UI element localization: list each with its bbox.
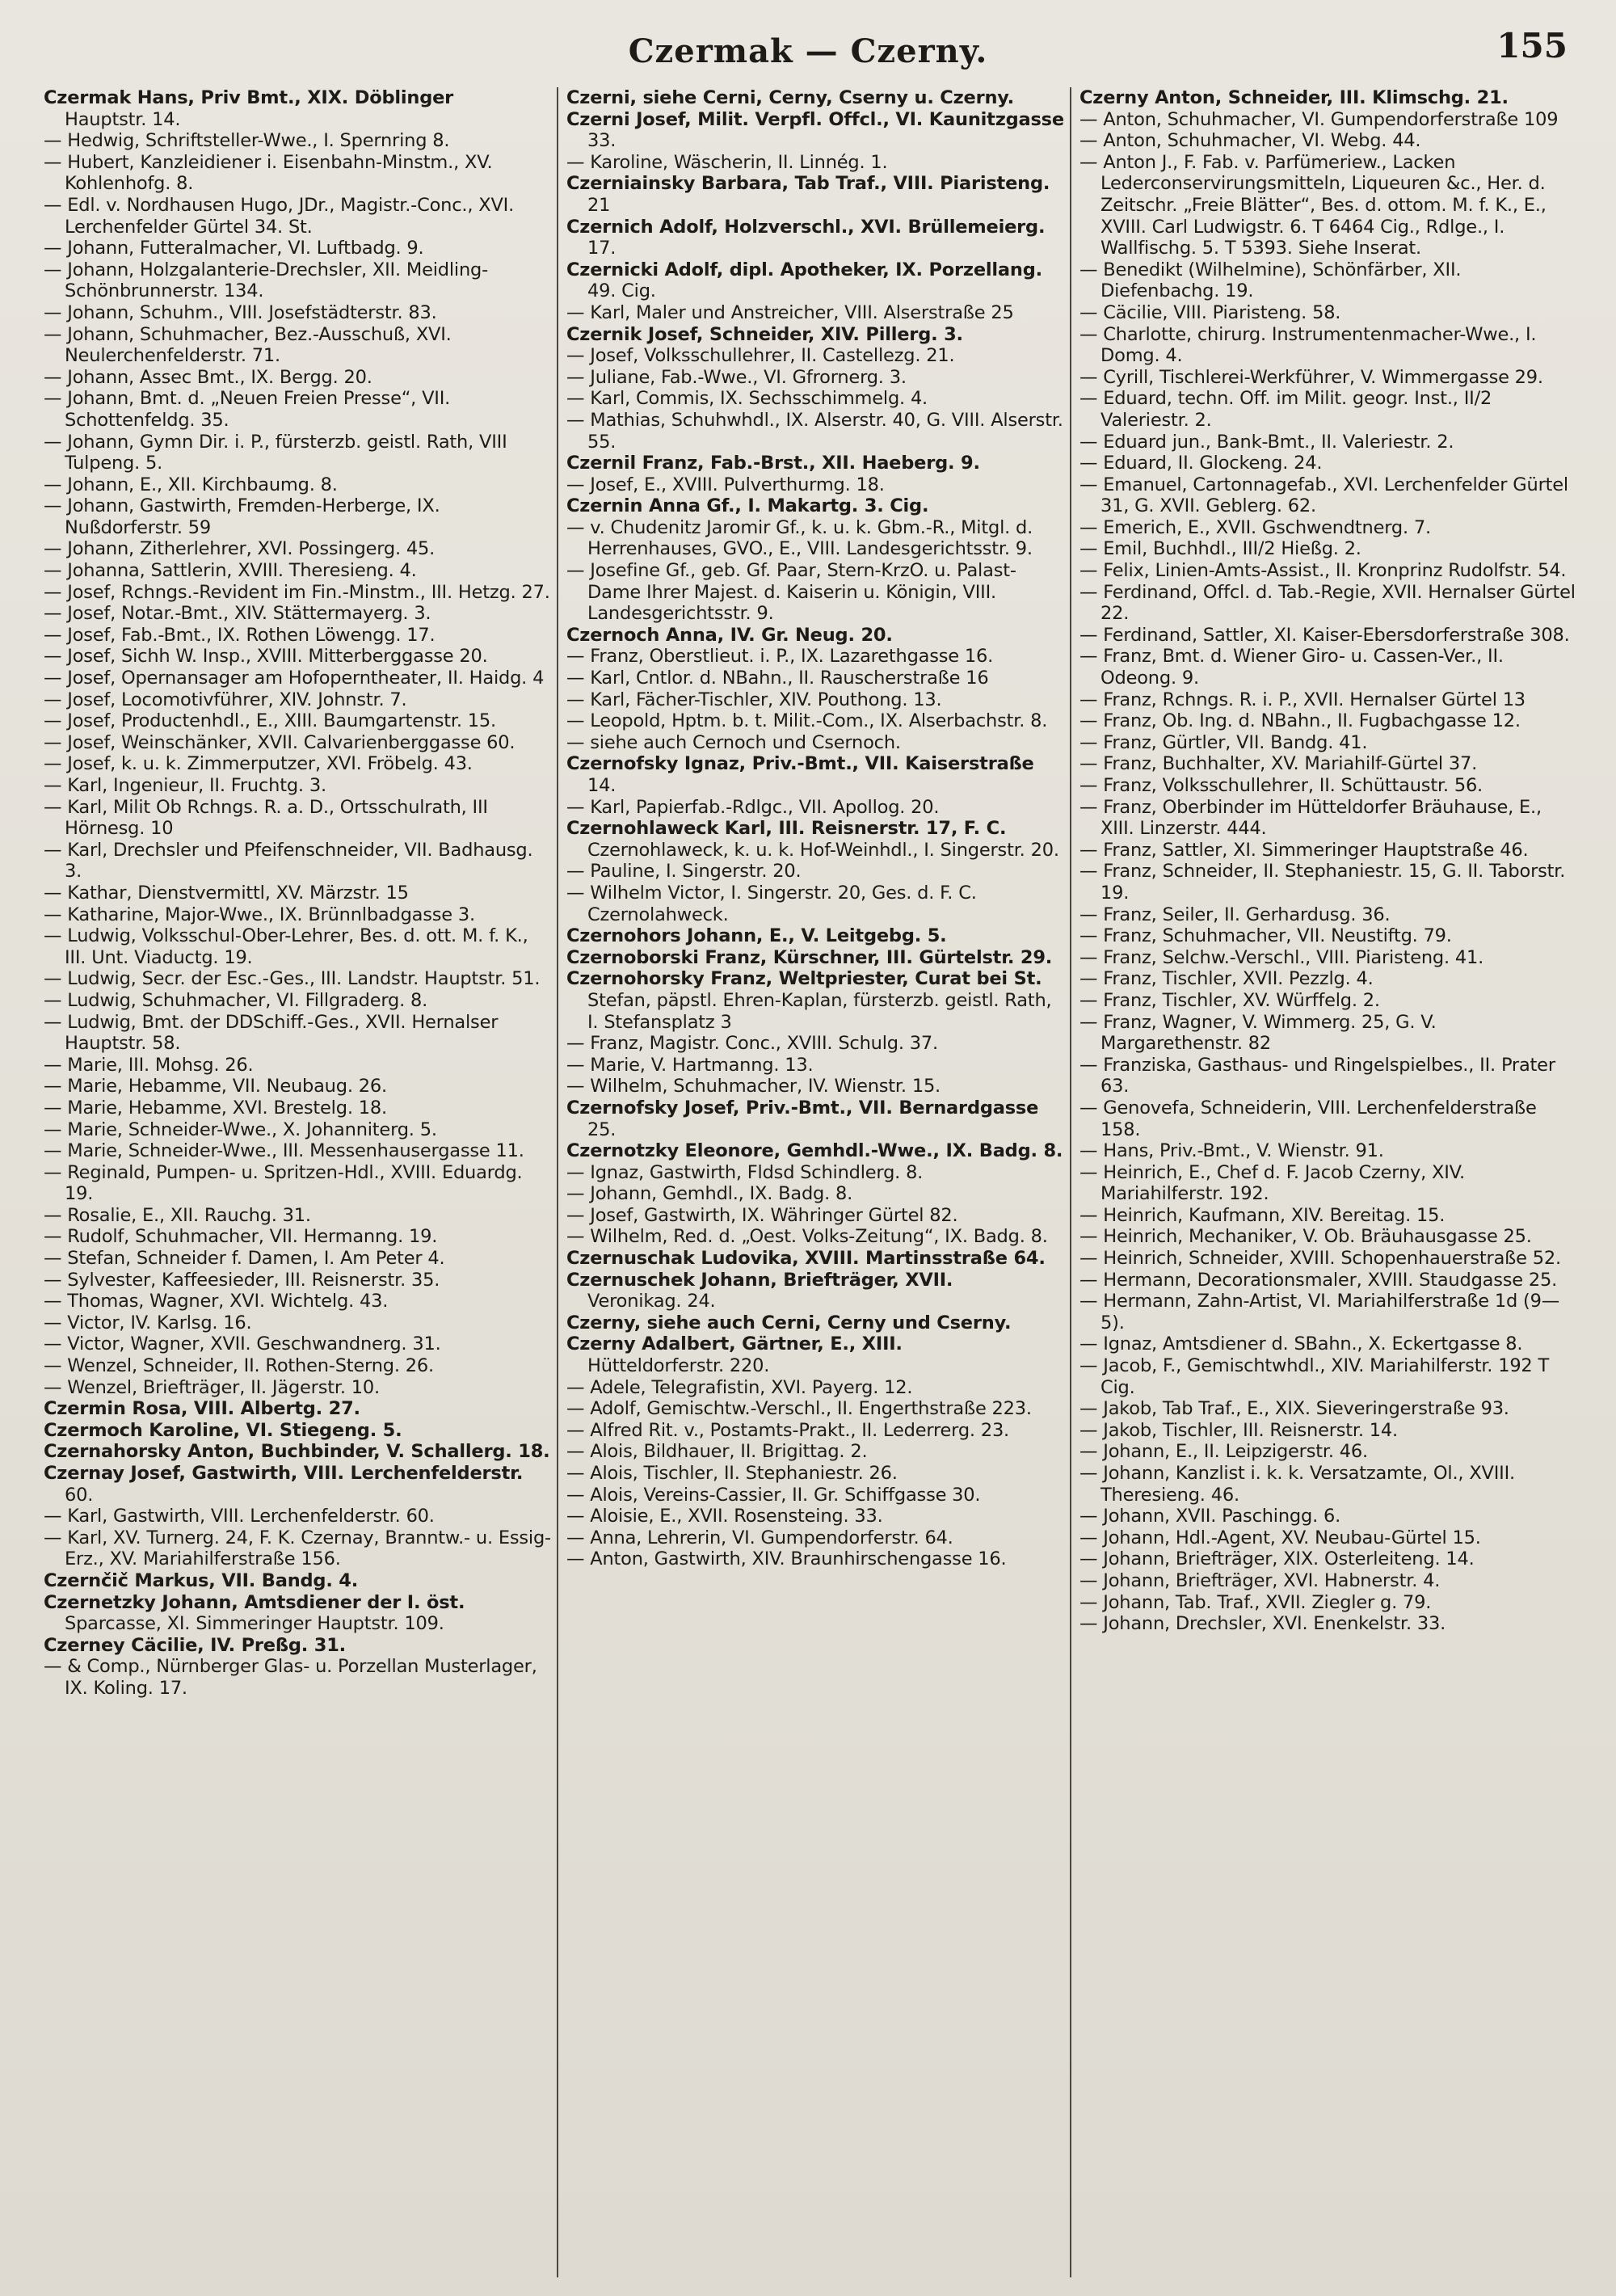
directory-entry: Czernotzky Eleonore, Gemhdl.-Wwe., IX. Badg. 8. [566,1140,1063,1162]
directory-entry: Czernahorsky Anton, Buchbinder, V. Schallerg. 18. [44,1441,550,1463]
directory-entry: — & Comp., Nürnberger Glas- u. Porzellan Musterlager, IX. Koling. 17. [44,1656,537,1699]
directory-entry: — Marie, Schneider-Wwe., X. Johanniterg. 5. [44,1119,437,1140]
directory-entry: — Johann, Briefträger, XVI. Habnerstr. 4. [1079,1569,1441,1591]
directory-entry: Czernin Anna Gf., I. Makartg. 3. Cig. [566,495,929,517]
directory-entry: — Adolf, Gemischtw.-Verschl., II. Engerthstraße 223. [566,1398,1032,1420]
directory-entry: Czerney Cäcilie, IV. Preßg. 31. [44,1634,346,1656]
directory-entry: — Franz, Sattler, XI. Simmeringer Hauptstraße 46. [1079,839,1529,861]
directory-entry: — Johann, Bmt. d. „Neuen Freien Presse“, VII. Schottenfeldg. 35. [44,388,451,431]
directory-entry: — Karl, Cntlor. d. NBahn., II. Rauscherstraße 16 [566,668,989,689]
directory-entry: — Genovefa, Schneiderin, VIII. Lerchenfelderstraße 158. [1079,1097,1537,1140]
directory-entry: Czerny, siehe auch Cerni, Cerny und Cserny. [566,1312,1012,1333]
directory-entry: — Aloisie, E., XVII. Rosensteing. 33. [566,1506,883,1527]
directory-entry: — Edl. v. Nordhausen Hugo, JDr., Magistr.-Conc., XVI. Lerchenfelder Gürtel 34. St. [44,194,515,238]
directory-entry: — Ludwig, Schuhmacher, VI. Fillgraderg. 8. [44,989,428,1011]
directory-entry: — Karl, Gastwirth, VIII. Lerchenfelderstr. 60. [44,1506,435,1527]
directory-entry: — Reginald, Pumpen- u. Spritzen-Hdl., XVIII. Eduardg. 19. [44,1161,523,1205]
directory-entry: Czerni, siehe Cerni, Cerny, Cserny u. Czerny. [566,87,1015,108]
directory-entry: — Franz, Magistr. Conc., XVIII. Schulg. 37. [566,1033,938,1055]
directory-entry: — Johanna, Sattlerin, XVIII. Theresieng. 4. [44,560,417,582]
directory-entry: — Johann, Tab. Traf., XVII. Ziegler g. 79. [1079,1591,1432,1613]
directory-entry: — Johann, Briefträger, XIX. Osterleiteng. 14. [1079,1548,1475,1570]
directory-entry: — Josef, Sichh W. Insp., XVIII. Mitterberggasse 20. [44,646,488,668]
directory-entry: — Karl, Maler und Anstreicher, VIII. Alserstraße 25 [566,301,1014,323]
directory-entry: Czermin Rosa, VIII. Albertg. 27. [44,1398,360,1420]
directory-entry: Czernicki Adolf, dipl. Apotheker, IX. Porzellang. 49. Cig. [566,259,1042,302]
directory-entry: — Franz, Schuhmacher, VII. Neustiftg. 79. [1079,925,1452,947]
column-middle [557,87,1070,2277]
directory-entry: — Johann, Kanzlist i. k. k. Versatzamte, Ol., XVIII. Theresieng. 46. [1079,1463,1516,1506]
directory-entry: — Franz, Selchw.-Verschl., VIII. Piaristeng. 41. [1079,946,1484,968]
directory-entry: — Emerich, E., XVII. Gschwendtnerg. 7. [1079,516,1431,538]
directory-entry: — Marie, III. Mohsg. 26. [44,1054,254,1076]
directory-entry: — Franz, Tischler, XV. Würffelg. 2. [1079,989,1380,1011]
directory-entry: Czernay Josef, Gastwirth, VIII. Lerchenfelderstr. 60. [44,1463,524,1506]
directory-entry: — Karl, Papierfab.-Rdlgc., VII. Apollog. 20. [566,796,940,818]
directory-entry: — Adele, Telegrafistin, XVI. Payerg. 12. [566,1376,913,1398]
directory-entry: Czerniainsky Barbara, Tab Traf., VIII. Piaristeng. 21 [566,173,1050,216]
directory-entry: — Franz, Oberbinder im Hütteldorfer Bräuhause, E., XIII. Linzerstr. 444. [1079,796,1542,840]
directory-entry: — Franz, Tischler, XVII. Pezzlg. 4. [1079,968,1374,990]
directory-entry: — Johann, Drechsler, XVI. Enenkelstr. 33. [1079,1613,1446,1635]
directory-entry: — Stefan, Schneider f. Damen, I. Am Peter 4. [44,1248,445,1270]
directory-entry: — Emil, Buchhdl., III/2 Hießg. 2. [1079,538,1361,560]
directory-entry: — Heinrich, Kaufmann, XIV. Bereitag. 15. [1079,1204,1446,1226]
directory-entry: — Cyrill, Tischlerei-Werkführer, V. Wimmergasse 29. [1079,366,1543,388]
directory-entry: — Cäcilie, VIII. Piaristeng. 58. [1079,301,1341,323]
directory-entry: — Ludwig, Bmt. der DDSchiff.-Ges., XVII. Hernalser Hauptstr. 58. [44,1011,499,1055]
directory-entry: — Karl, Milit Ob Rchngs. R. a. D., Ortsschulrath, III Hörnesg. 10 [44,796,488,840]
directory-entry: — Jakob, Tischler, III. Reisnerstr. 14. [1079,1419,1398,1441]
directory-entry: — Emanuel, Cartonnagefab., XVI. Lerchenfelder Gürtel 31, G. XVII. Geblerg. 62. [1079,474,1568,517]
directory-entry: — Franz, Ob. Ing. d. NBahn., II. Fugbachgasse 12. [1079,710,1521,732]
directory-entry: — Kathar, Dienstvermittl, XV. Märzstr. 15 [44,882,409,904]
directory-entry: — Alfred Rit. v., Postamts-Prakt., II. Lederrerg. 23. [566,1419,1010,1441]
directory-entry: Czerny Anton, Schneider, III. Klimschg. 21. [1079,87,1509,108]
directory-entry: — Franz, Volksschullehrer, II. Schüttaustr. 56. [1079,775,1483,796]
directory-entry: — Alois, Bildhauer, II. Brigittag. 2. [566,1441,868,1463]
directory-entry: Czerny Adalbert, Gärtner, E., XIII. Hütteldorferstr. 220. [566,1333,903,1377]
directory-entry: Czermak Hans, Priv Bmt., XIX. Döblinger Hauptstr. 14. [44,87,454,130]
directory-entry: — Marie, Hebamme, VII. Neubaug. 26. [44,1076,387,1097]
directory-entry: — Leopold, Hptm. b. t. Milit.-Com., IX. Alserbachstr. 8. [566,710,1048,732]
directory-entry: — Wilhelm Victor, I. Singerstr. 20, Ges. d. F. C. Czernolahweck. [566,882,977,925]
directory-entry: Czermoch Karoline, VI. Stiegeng. 5. [44,1419,402,1441]
directory-entry: — Heinrich, Schneider, XVIII. Schopenhauerstraße 52. [1079,1248,1561,1270]
directory-entry: — Hedwig, Schriftsteller-Wwe., I. Spernring 8. [44,130,450,152]
directory-entry: Czernofsky Ignaz, Priv.-Bmt., VII. Kaiserstraße 14. [566,753,1034,796]
page-title: Czermak — Czerny. [628,32,988,70]
directory-entry: — Heinrich, Mechaniker, V. Ob. Bräuhausgasse 25. [1079,1226,1532,1248]
directory-entry: — Hermann, Decorationsmaler, XVIII. Staudgasse 25. [1079,1269,1558,1291]
directory-entry: — Juliane, Fab.-Wwe., VI. Gfrornerg. 3. [566,366,907,388]
directory-entry: — Alois, Vereins-Cassier, II. Gr. Schiffgasse 30. [566,1484,981,1506]
directory-entry: — Thomas, Wagner, XVI. Wichtelg. 43. [44,1291,389,1312]
directory-entry: — Karl, Ingenieur, II. Fruchtg. 3. [44,775,326,796]
directory-entry: — Heinrich, E., Chef d. F. Jacob Czerny, XIV. Mariahilferstr. 192. [1079,1161,1465,1205]
directory-entry: — Eduard, techn. Off. im Milit. geogr. Inst., II/2 Valeriestr. 2. [1079,388,1492,431]
directory-entry: — Franz, Wagner, V. Wimmerg. 25, G. V. Margarethenstr. 82 [1079,1011,1437,1055]
directory-entry: — Johann, Zitherlehrer, XVI. Possingerg. 45. [44,538,436,560]
directory-entry: — Benedikt (Wilhelmine), Schönfärber, XII. Diefenbachg. 19. [1079,259,1462,302]
directory-entry: — Marie, V. Hartmanng. 13. [566,1054,814,1076]
directory-entry: Czernohors Johann, E., V. Leitgebg. 5. [566,925,947,947]
directory-entry: — Pauline, I. Singerstr. 20. [566,861,802,883]
directory-entry: Czernuschek Johann, Briefträger, XVII. Veronikag. 24. [566,1269,953,1312]
directory-entry: Czernčič Markus, VII. Bandg. 4. [44,1569,359,1591]
directory-entry: — Ignaz, Amtsdiener d. SBahn., X. Eckertgasse 8. [1079,1333,1523,1355]
directory-entry: — Karl, XV. Turnerg. 24, F. K. Czernay, Branntw.- u. Essig-Erz., XV. Mariahilferstraße 156. [44,1527,551,1570]
directory-entry: Czernetzky Johann, Amtsdiener der I. öst. Sparcasse, XI. Simmeringer Hauptstr. 109. [44,1591,465,1635]
directory-entry: — Josef, Volksschullehrer, II. Castellezg. 21. [566,345,955,367]
directory-entry: — Josef, Productenhdl., E., XIII. Baumgartenstr. 15. [44,710,496,732]
directory-entry: — Rosalie, E., XII. Rauchg. 31. [44,1204,311,1226]
directory-entry: — Alois, Tischler, II. Stephaniestr. 26. [566,1463,898,1484]
directory-entry: — Franziska, Gasthaus- und Ringelspielbes., II. Prater 63. [1079,1054,1555,1097]
directory-entry: — Marie, Hebamme, XVI. Brestelg. 18. [44,1097,387,1119]
directory-entry: — Josef, k. u. k. Zimmerputzer, XVI. Fröbelg. 43. [44,753,473,775]
directory-entry: — Mathias, Schuhwhdl., IX. Alserstr. 40, G. VIII. Alserstr. 55. [566,409,1063,453]
directory-entry: — Ferdinand, Sattler, XI. Kaiser-Ebersdorferstraße 308. [1079,624,1570,646]
directory-entry: — Wilhelm, Schuhmacher, IV. Wienstr. 15. [566,1076,941,1097]
directory-entry: — siehe auch Cernoch und Csernoch. [566,731,901,753]
column-right [1070,87,1583,2277]
directory-entry: — Franz, Buchhalter, XV. Mariahilf-Gürtel 37. [1079,753,1478,775]
page-header [48,18,1568,82]
directory-entry: — Johann, Hdl.-Agent, XV. Neubau-Gürtel 15. [1079,1527,1481,1548]
directory-entry: — Franz, Rchngs. R. i. P., XVII. Hernalser Gürtel 13 [1079,689,1526,710]
directory-entry: — Johann, Gastwirth, Fremden-Herberge, IX. Nußdorferstr. 59 [44,495,440,538]
directory-entry: — Johann, XVII. Paschingg. 6. [1079,1506,1341,1527]
directory-entry: — Ignaz, Gastwirth, Fldsd Schindlerg. 8. [566,1161,924,1183]
directory-entry: — Johann, Holzgalanterie-Drechsler, XII. Meidling-Schönbrunnerstr. 134. [44,259,489,302]
directory-entry: — Franz, Gürtler, VII. Bandg. 41. [1079,731,1368,753]
directory-entry: — Wilhelm, Red. d. „Oest. Volks-Zeitung“, IX. Badg. 8. [566,1226,1048,1248]
directory-entry: — Charlotte, chirurg. Instrumentenmacher-Wwe., I. Domg. 4. [1079,323,1537,367]
directory-entry: — Anton J., F. Fab. v. Parfümeriew., Lacken Lederconservirungsmitteln, Liqueuren &c., Her. d. Zeitschr. „Freie Blätter“, Bes. d. ottom. M. f. K., E., XVIII. Carl Ludwigstr. 6. T 6464 Cig., Rdlge., I. Wallfischg. 5. T 5393. Siehe Inserat. [1079,151,1547,259]
directory-entry: — Franz, Bmt. d. Wiener Giro- u. Cassen-Ver., II. Odeong. 9. [1079,646,1504,689]
directory-entry: — Ludwig, Secr. der Esc.-Ges., III. Landstr. Hauptstr. 51. [44,968,541,990]
directory-entry: — Johann, Futteralmacher, VI. Luftbadg. 9. [44,238,424,259]
directory-entry: — Johann, Schuhm., VIII. Josefstädterstr. 83. [44,301,437,323]
directory-entry: — Victor, IV. Karlsg. 16. [44,1312,252,1333]
directory-entry: — Anton, Schuhmacher, VI. Gumpendorferstraße 109 [1079,108,1559,130]
directory-entry: — Anna, Lehrerin, VI. Gumpendorferstr. 64. [566,1527,953,1548]
directory-entry: — Jacob, F., Gemischtwhdl., XIV. Mariahilferstr. 192 T Cig. [1079,1355,1550,1398]
directory-entry: Czernik Josef, Schneider, XIV. Pillerg. 3. [566,323,963,345]
directory-entry: Czernich Adolf, Holzverschl., XVI. Brüllemeierg. 17. [566,216,1046,259]
directory-entry: — Johann, Assec Bmt., IX. Bergg. 20. [44,366,372,388]
directory-entry: — Josef, Gastwirth, IX. Währinger Gürtel 82. [566,1204,958,1226]
directory-entry: Czernoch Anna, IV. Gr. Neug. 20. [566,624,893,646]
directory-entry: — Eduard, II. Glockeng. 24. [1079,453,1323,474]
directory-entry: — Johann, E., II. Leipzigerstr. 46. [1079,1441,1368,1463]
directory-entry: — Karl, Fächer-Tischler, XIV. Pouthong. 13. [566,689,942,710]
directory-entry: Czernohlaweck Karl, III. Reisnerstr. 17, F. C. Czernohlaweck, k. u. k. Hof-Weinhdl., I. Singerstr. 20. [566,818,1059,861]
directory-entry: — Karl, Commis, IX. Sechsschimmelg. 4. [566,388,928,410]
directory-entry: — v. Chudenitz Jaromir Gf., k. u. k. Gbm.-R., Mitgl. d. Herrenhauses, GVO., E., VIII. Landesgerichtsstr. 9. [566,516,1033,560]
directory-entry: Czernofsky Josef, Priv.-Bmt., VII. Bernardgasse 25. [566,1097,1039,1140]
directory-entry: — Hermann, Zahn-Artist, VI. Mariahilferstraße 1d (9—5). [1079,1291,1560,1333]
directory-entry: — Katharine, Major-Wwe., IX. Brünnlbadgasse 3. [44,904,475,925]
directory-entry: — Johann, Gemhdl., IX. Badg. 8. [566,1183,853,1205]
directory-entry: — Johann, Schuhmacher, Bez.-Ausschuß, XVI. Neulerchenfelderstr. 71. [44,323,452,367]
directory-entry: — Josef, Locomotivführer, XIV. Johnstr. 7. [44,689,407,710]
directory-entry: — Jakob, Tab Traf., E., XIX. Sieveringerstraße 93. [1079,1398,1509,1420]
directory-entry: Czernohorsky Franz, Weltpriester, Curat bei St. Stefan, päpstl. Ehren-Kaplan, fürsterzb. geistl. Rath, I. Stefansplatz 3 [566,968,1052,1033]
directory-entry: Czernil Franz, Fab.-Brst., XII. Haeberg. 9. [566,453,980,474]
directory-entry: — Marie, Schneider-Wwe., III. Messenhausergasse 11. [44,1140,524,1162]
directory-entry: — Franz, Schneider, II. Stephaniestr. 15, G. II. Taborstr. 19. [1079,861,1566,904]
directory-entry: — Josef, E., XVIII. Pulverthurmg. 18. [566,474,885,495]
directory-entry: — Anton, Schuhmacher, VI. Webg. 44. [1079,130,1421,152]
directory-entry: — Franz, Seiler, II. Gerhardusg. 36. [1079,904,1391,925]
directory-columns [44,87,1584,2277]
directory-entry: — Josef, Fab.-Bmt., IX. Rothen Löwengg. 17. [44,624,436,646]
directory-entry: — Josef, Notar.-Bmt., XIV. Stättermayerg. 3. [44,603,431,625]
directory-entry: — Karoline, Wäscherin, II. Linnég. 1. [566,151,888,173]
directory-entry: — Ludwig, Volksschul-Ober-Lehrer, Bes. d. ott. M. f. K., III. Unt. Viaductg. 19. [44,925,528,968]
directory-entry: — Hans, Priv.-Bmt., V. Wienstr. 91. [1079,1140,1384,1162]
directory-entry: Czernuschak Ludovika, XVIII. Martinsstraße 64. [566,1248,1046,1270]
directory-entry: — Rudolf, Schuhmacher, VII. Hermanng. 19. [44,1226,438,1248]
directory-entry: — Sylvester, Kaffeesieder, III. Reisnerstr. 35. [44,1269,440,1291]
directory-entry: — Eduard jun., Bank-Bmt., II. Valeriestr. 2. [1079,431,1454,453]
directory-entry: Czerni Josef, Milit. Verpfl. Offcl., VI. Kaunitzgasse 33. [566,108,1064,152]
column-left [44,87,557,2277]
page-number: 155 [1496,26,1568,65]
directory-entry: — Josefine Gf., geb. Gf. Paar, Stern-KrzO. u. Palast-Dame Ihrer Majest. d. Kaiserin u. Königin, VIII. Landesgerichtsstr. 9. [566,560,1016,625]
directory-entry: — Johann, Gymn Dir. i. P., fürsterzb. geistl. Rath, VIII Tulpeng. 5. [44,431,507,474]
directory-entry: — Anton, Gastwirth, XIV. Braunhirschengasse 16. [566,1548,1007,1570]
directory-entry: — Wenzel, Briefträger, II. Jägerstr. 10. [44,1376,380,1398]
directory-entry: — Felix, Linien-Amts-Assist., II. Kronprinz Rudolfstr. 54. [1079,560,1567,582]
directory-entry: — Hubert, Kanzleidiener i. Eisenbahn-Minstm., XV. Kohlenhofg. 8. [44,151,493,195]
directory-entry: — Ferdinand, Offcl. d. Tab.-Regie, XVII. Hernalser Gürtel 22. [1079,581,1576,625]
directory-entry: — Josef, Opernansager am Hofoperntheater, II. Haidg. 4 [44,668,545,689]
directory-entry: — Karl, Drechsler und Pfeifenschneider, VII. Badhausg. 3. [44,839,533,883]
directory-entry: — Johann, E., XII. Kirchbaumg. 8. [44,474,338,495]
directory-entry: — Victor, Wagner, XVII. Geschwandnerg. 31. [44,1333,441,1355]
directory-entry: Czernoborski Franz, Kürschner, III. Gürtelstr. 29. [566,946,1053,968]
directory-entry: — Franz, Oberstlieut. i. P., IX. Lazarethgasse 16. [566,646,994,668]
directory-entry: — Wenzel, Schneider, II. Rothen-Sterng. 26. [44,1355,434,1377]
directory-entry: — Josef, Weinschänker, XVII. Calvarienberggasse 60. [44,731,516,753]
directory-entry: — Josef, Rchngs.-Revident im Fin.-Minstm., III. Hetzg. 27. [44,581,550,603]
